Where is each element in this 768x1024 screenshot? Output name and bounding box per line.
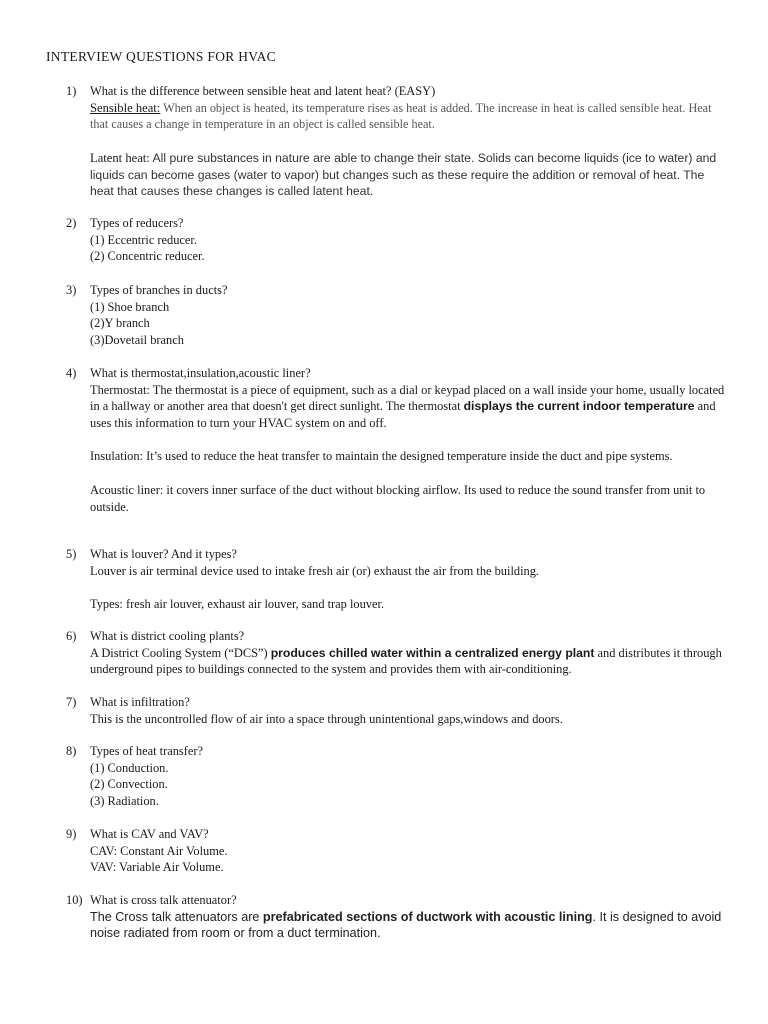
list-item: VAV: Variable Air Volume. — [90, 860, 224, 875]
insulation-answer: Insulation: It’s used to reduce the heat transfer to maintain the designed temperature inside the duct and pipe systems. — [90, 449, 673, 464]
sensible-heat-answer: Sensible heat: When an object is heated, its temperature rises as heat is added. The increase in heat is called sensible heat. Heat that causes a change in temperature in an object is called sensible heat. — [90, 100, 712, 131]
list-item: (1) Conduction. — [90, 760, 169, 775]
louver-types: Types: fresh air louver, exhaust air louver, sand trap louver. — [90, 597, 385, 612]
latent-heat-label: Latent heat: — [90, 151, 150, 166]
list-item: (2)Y branch — [90, 316, 150, 331]
question-text: What is thermostat,insulation,acoustic liner? — [90, 366, 311, 380]
question-text: Types of heat transfer? — [90, 744, 204, 758]
question-block-8: 8) Types of heat transfer? (1) Conduction. (2) Convection. (3) Radiation. — [66, 743, 726, 809]
question-text: Types of branches in ducts? — [90, 283, 228, 297]
question-block-5: 5) What is louver? And it types? Louver is air terminal device used to intake fresh air (or) exhaust the air from the building. Types: fresh air louver, exhaust air louver, sand trap louver. — [66, 546, 726, 613]
list-item: (3) Radiation. — [90, 793, 159, 808]
acoustic-liner-answer: Acoustic liner: it covers inner surface of the duct without blocking airflow. Its used to reduce the sound transfer from unit to outside. — [90, 482, 706, 514]
list-item: (1) Shoe branch — [90, 299, 170, 314]
question-block-9: 9) What is CAV and VAV? CAV: Constant Air Volume. VAV: Variable Air Volume. — [66, 826, 726, 876]
question-block-2: 2) Types of reducers? (1) Eccentric reducer. (2) Concentric reducer. — [66, 215, 726, 265]
question-block-1 — [66, 83, 726, 200]
question-block-4: 4) What is thermostat,insulation,acoustic liner? Thermostat: The thermostat is a piece of equipment, such as a dial or keypad placed on a wall inside your home, usually located in a hallway or another area that doesn't get direct sunlight. The thermostat displays the current indoor temperature and uses this information to turn your HVAC system on and off. Insulation: It’s used to reduce the heat transfer to maintain the designed temperature inside the duct and pipe systems. Acoustic liner: it covers inner surface of the duct without blocking airflow. Its used to reduce the sound transfer from unit to outside. — [66, 366, 725, 514]
question-text: Types of reducers? — [90, 216, 184, 230]
question-text: What is louver? And it types? — [90, 547, 237, 561]
sensible-heat-label: Sensible heat: — [90, 100, 161, 115]
document-title: INTERVIEW QUESTIONS FOR HVAC — [46, 49, 276, 64]
question-block-7: 7) What is infiltration? This is the uncontrolled flow of air into a space through unintentional gaps,windows and doors. — [66, 694, 726, 727]
question-text: What is district cooling plants? — [90, 629, 245, 643]
cross-talk-answer: The Cross talk attenuators are prefabricated sections of ductwork with acoustic lining. It is designed to avoid noise radiated from room or from a duct termination. — [90, 909, 722, 941]
thermostat-answer: Thermostat: The thermostat is a piece of equipment, such as a dial or keypad placed on a wall inside your home, usually located in a hallway or another area that doesn't get direct sunlight. The thermostat displays the current indoor temperature and uses this information to turn your HVAC system on and off. — [90, 382, 725, 430]
infiltration-answer: This is the uncontrolled flow of air into a space through unintentional gaps,windows and doors. — [90, 711, 563, 726]
question-number: 1) — [66, 84, 77, 98]
louver-answer: Louver is air terminal device used to intake fresh air (or) exhaust the air from the building. — [90, 563, 540, 578]
question-text: What is cross talk attenuator? — [90, 893, 237, 907]
question-text: What is infiltration? — [90, 695, 190, 709]
question-block-3: 3) Types of branches in ducts? (1) Shoe branch (2)Y branch (3)Dovetail branch — [66, 282, 726, 348]
question-block-10: 10) What is cross talk attenuator? The Cross talk attenuators are prefabricated sections of ductwork with acoustic lining. It is designed to avoid noise radiated from room or from a duct termination. — [66, 892, 726, 942]
district-cooling-answer: A District Cooling System (“DCS”) produces chilled water within a centralized energy plant and distributes it through underground pipes to buildings connected to the system and provides them with air-conditioning. — [90, 645, 722, 677]
list-item: (2) Concentric reducer. — [90, 249, 205, 264]
latent-heat-answer: Latent heat: All pure substances in nature are able to change their state. Solids can become liquids (ice to water) and liquids can become gases (water to vapor) but changes such as these require the addition or removal of heat. The heat that causes these changes is called latent heat. — [90, 151, 717, 199]
question-block-6: 6) What is district cooling plants? A District Cooling System (“DCS”) produces chilled water within a centralized energy plant and distributes it through underground pipes to buildings connected to the system and provides them with air-conditioning. — [66, 628, 726, 678]
list-item: (2) Convection. — [90, 777, 168, 792]
question-text: What is the difference between sensible heat and latent heat? (EASY) — [90, 84, 436, 98]
list-item: (3)Dovetail branch — [90, 332, 184, 347]
list-item: CAV: Constant Air Volume. — [90, 843, 228, 858]
list-item: (1) Eccentric reducer. — [90, 232, 197, 247]
question-text: What is CAV and VAV? — [90, 827, 209, 841]
